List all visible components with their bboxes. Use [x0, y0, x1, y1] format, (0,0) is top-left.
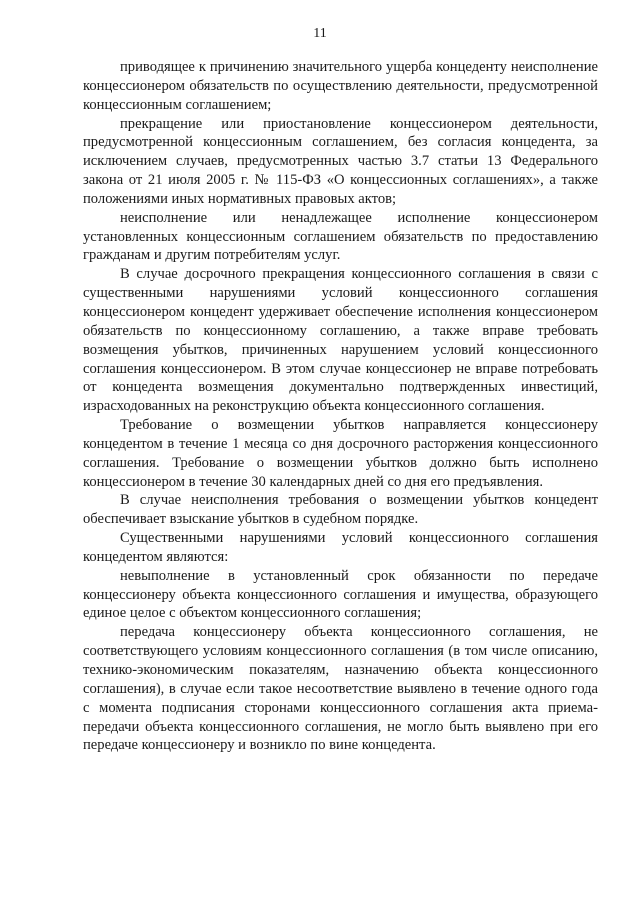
document-body: [83, 58, 598, 755]
paragraph: прекращение или приостановление концессионером деятельности, предусмотренной концессионным соглашением, без согласия концедента, за исключением случаев, предусмотренных частью 3.7 статьи 13 Федерального закона от 21 июля 2005 г. № 115-ФЗ «О концессионных соглашениях», а также положениями иных нормативных правовых актов;: [83, 115, 598, 207]
paragraph: приводящее к причинению значительного ущерба концеденту неисполнение концессионером обязательств по осуществлению деятельности, предусмотренной концессионным соглашением;: [83, 59, 598, 113]
paragraph: Существенными нарушениями условий концессионного соглашения концедентом являются:: [83, 530, 598, 565]
page-number: 11: [313, 26, 327, 41]
paragraph: В случае неисполнения требования о возмещении убытков концедент обеспечивает взыскание убытков в судебном порядке.: [83, 492, 598, 528]
paragraph: В случае досрочного прекращения концессионного соглашения в связи с существенными нарушениями условий концессионного соглашения концессионером концедент удерживает обеспечение исполнения концессионером обязательств по концессионному соглашению, а также вправе требовать возмещения убытков, причиненных нарушением условий концессионного соглашения концессионером. В этом случае концессионер не вправе потребовать от концедента возмещения документально подтвержденных инвестиций, израсходованных на реконструкцию объекта концессионного соглашения.: [83, 266, 598, 415]
paragraph: неисполнение или ненадлежащее исполнение концессионером установленных концессионным соглашением обязательств по предоставлению гражданам и другим потребителям услуг.: [83, 209, 598, 264]
paragraph: передача концессионеру объекта концессионного соглашения, не соответствующего условиям концессионного соглашения (в том числе описанию, технико-экономическим показателям, назначению объекта концессионного соглашения), в случае если такое несоответствие выявлено в течение одного года с момента подписания сторонами концессионного соглашения акта приема-передачи объекта концессионного соглашения, не могло быть выявлено при его передаче концессионеру и возникло по вине концедента.: [83, 624, 598, 754]
paragraph: невыполнение в установленный срок обязанности по передаче концессионеру объекта концессионного соглашения и имущества, образующего единое целое с объектом концессионного соглашения;: [83, 567, 598, 622]
paragraph: Требование о возмещении убытков направляется концессионеру концедентом в течение 1 месяца со дня досрочного расторжения концессионного соглашения. Требование о возмещении убытков должно быть исполнено концессионером в течение 30 календарных дней со дня его предъявления.: [83, 417, 598, 490]
